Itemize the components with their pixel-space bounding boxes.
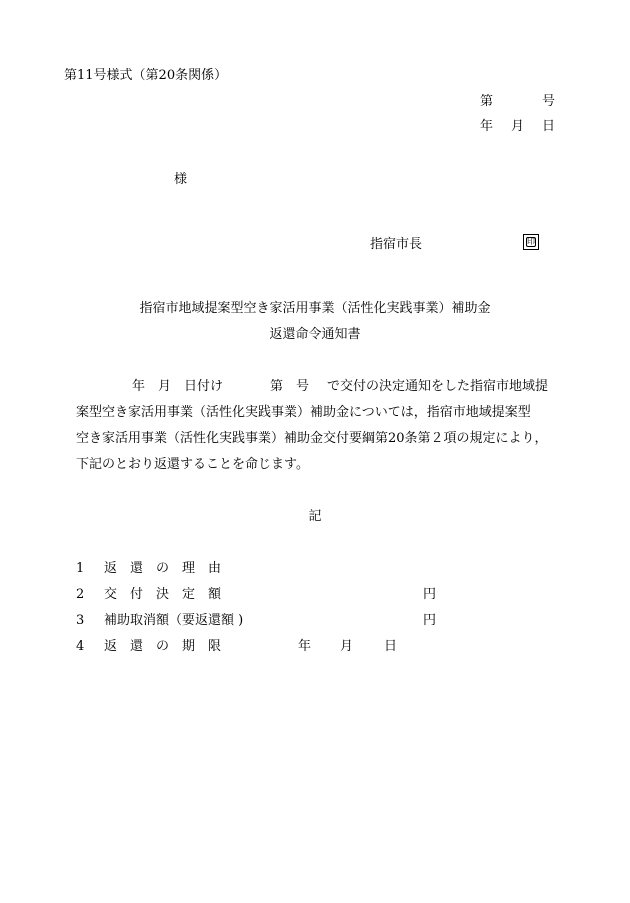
- seal-stamp: [523, 234, 539, 250]
- date-day: 日: [541, 119, 555, 134]
- body-line1-number: 第 号: [270, 379, 310, 394]
- item-label: 返 還 の 期 限: [104, 639, 222, 654]
- record-heading: 記: [308, 509, 322, 524]
- addressee: 様: [174, 172, 188, 187]
- item-number: 3: [76, 613, 85, 628]
- date-month: 月: [510, 119, 524, 134]
- item-unit: 円: [423, 613, 437, 628]
- body-line1-rest: で交付の決定通知をした指宿市地域提: [327, 379, 549, 394]
- document-number-prefix: 第: [480, 94, 494, 109]
- date-year: 年: [480, 119, 494, 134]
- item-label: 返 還 の 理 由: [104, 561, 222, 576]
- item-label: 補助取消額（要返還額 ): [104, 613, 244, 628]
- document-number: [480, 94, 555, 110]
- document-title-line2: 返還命令通知書: [269, 327, 361, 342]
- deadline-year: 年: [298, 639, 312, 654]
- body-line-4: 下記のとおり返還することを命じます。: [76, 457, 309, 472]
- document-date: [480, 119, 555, 135]
- item-number: 2: [76, 587, 85, 602]
- item-number: 1: [76, 561, 85, 576]
- item-label: 交 付 決 定 額: [104, 587, 222, 602]
- body-line-2: 案型空き家活用事業（活性化実践事業）補助金については，指宿市地域提案型: [76, 405, 531, 420]
- item-number: 4: [76, 639, 85, 654]
- deadline-month: 月: [340, 639, 354, 654]
- form-number: 第11号様式（第20条関係）: [64, 68, 228, 83]
- seal-inner: 印: [527, 237, 535, 246]
- issuer: 指宿市長: [370, 237, 423, 252]
- body-line1-date: 年 月 日付け: [132, 379, 224, 394]
- document-number-suffix: 号: [541, 94, 555, 109]
- item-unit: 円: [423, 587, 437, 602]
- deadline-day: 日: [384, 639, 398, 654]
- body-line-3: 空き家活用事業（活性化実践事業）補助金交付要綱第20条第２項の規定により，: [76, 431, 548, 446]
- document-title-line1: 指宿市地域提案型空き家活用事業（活性化実践事業）補助金: [139, 301, 491, 316]
